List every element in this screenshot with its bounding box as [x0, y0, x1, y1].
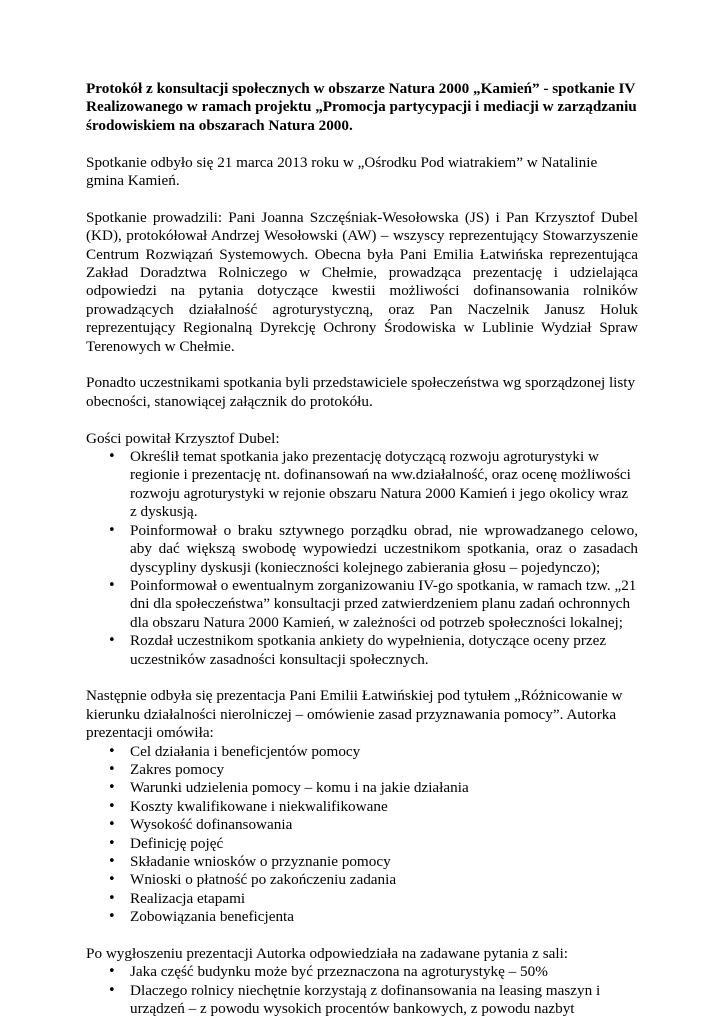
list-item-text: Rozdał uczestnikom spotkania ankiety do wypełnienia, dotyczące oceny przez uczestników zasadności konsultacji społecznych. [130, 632, 607, 668]
list-item [86, 448, 638, 522]
bullet-icon: • [108, 964, 116, 980]
list-item-text: Cel działania i beneficjentów pomocy [130, 742, 361, 760]
bullet-icon: • [108, 890, 116, 906]
bullet-icon: • [108, 577, 116, 593]
bullet-icon: • [108, 522, 116, 538]
list-item-text: Koszty kwalifikowane i niekwalifikowane [130, 797, 388, 815]
list-item-text: Definicję pojęć [130, 834, 224, 852]
list-item [86, 908, 638, 926]
list-item [86, 835, 638, 853]
presentation-topics-list [86, 743, 638, 927]
list-item [86, 761, 638, 779]
bullet-icon: • [108, 780, 116, 796]
document-title: Protokół z konsultacji społecznych w obszarze Natura 2000 „Kamień” - spotkanie IV Realizowanego w ramach projektu „Promocja partycypacji i mediacji w zarządzaniu środowiskiem na obszarach Natura 2000. [86, 80, 637, 134]
list-item-text: Zakres pomocy [130, 760, 225, 778]
bullet-icon: • [108, 872, 116, 888]
questions-list [86, 963, 638, 1018]
list-item [86, 522, 638, 577]
list-item [86, 743, 638, 761]
list-item [86, 798, 638, 816]
bullet-icon: • [108, 853, 116, 869]
questions-intro: Po wygłoszeniu prezentacji Autorka odpowiedziała na zadawane pytania z sali: [86, 945, 569, 962]
greeting-intro: Gości powitał Krzysztof Dubel: [86, 429, 280, 447]
bullet-icon: • [108, 835, 116, 851]
greeting-list [86, 448, 638, 669]
list-item [86, 982, 638, 1019]
list-item-text: Poinformował o braku sztywnego porządku obrad, nie wprowadzanego celowo, aby dać większą swobodę wypowiedzi uczestnikom spotkania, oraz o zasadach dyscypliny dyskusji (konieczności kolejnego zabierania głosu – pojedynczo); [130, 521, 638, 576]
hosts-paragraph: Spotkanie prowadzili: Pani Joanna Szczęśniak-Wesołowska (JS) i Pan Krzysztof Dubel (KD), protokółował Andrzej Wesołowski (AW) – wszyscy reprezentujący Stowarzyszenie Centrum Rozwiązań Systemowych. Obecna była Pani Emilia Łatwińska reprezentująca Zakład Doradztwa Rolniczego w Chełmie, prowadząca prezentację i udzielająca odpowiedzi na pytania dotyczące kwestii możliwości dofinansowania rolników prowadzących działalność agroturystyczną, oraz Pan Naczelnik Janusz Holuk reprezentujący Regionalną Dyrekcję Ochrony Środowiska w Lublinie Wydział Spraw Terenowych w Chełmie. [86, 208, 638, 355]
bullet-icon: • [108, 982, 116, 998]
bullet-icon: • [108, 449, 116, 465]
list-item-text: Wnioski o płatność po zakończeniu zadania [130, 871, 397, 889]
list-item-text: Zobowiązania beneficjenta [130, 908, 295, 926]
meeting-info-paragraph: Spotkanie odbyło się 21 marca 2013 roku w „Ośrodku Pod wiatrakiem” w Natalinie gmina Kamień. [86, 153, 598, 190]
list-item-text: Jaka część budynku może być przeznaczona na agroturystykę – 50% [130, 963, 548, 981]
bullet-icon: • [108, 761, 116, 777]
bullet-icon: • [108, 743, 116, 759]
bullet-icon: • [108, 798, 116, 814]
list-item [86, 963, 638, 981]
list-item [86, 816, 638, 834]
bullet-icon: • [108, 633, 116, 649]
list-item [86, 871, 638, 889]
list-item [86, 577, 638, 632]
list-item-text: Składanie wniosków o przyznanie pomocy [130, 852, 391, 870]
list-item-text: Poinformował o ewentualnym zorganizowaniu IV-go spotkania, w ramach tzw. „21 dni dla społeczeństwa” konsultacji przed zatwierdzeniem planu zadań ochronnych dla obszaru Natura 2000 Kamień, w zależności od potrzeb społeczności lokalnej; [130, 576, 637, 631]
list-item-text: Warunki udzielenia pomocy – komu i na jakie działania [130, 779, 469, 797]
list-item [86, 632, 638, 669]
list-item [86, 853, 638, 871]
list-item-text: Dlaczego rolnicy niechętnie korzystają z dofinansowania na leasing maszyn i urządzeń – z powodu wysokich procentów bankowych, z powodu nazbyt [130, 981, 601, 1018]
list-item-text: Określił temat spotkania jako prezentację dotyczącą rozwoju agroturystyki w regionie i prezentację nt. dofinansowań na ww.działalność, oraz ocenę możliwości rozwoju agroturystyki w rejonie obszaru Natura 2000 Kamień i jego okolicy wraz z dyskusją. [130, 448, 631, 521]
list-item-text: Wysokość dofinansowania [130, 816, 293, 834]
list-item-text: Realizacja etapami [130, 889, 246, 907]
participants-paragraph: Ponadto uczestnikami spotkania byli przedstawiciele społeczeństwa wg sporządzonej listy obecności, stanowiącej załącznik do protokółu. [86, 374, 636, 410]
bullet-icon: • [108, 817, 116, 833]
list-item [86, 779, 638, 797]
bullet-icon: • [108, 909, 116, 925]
presentation-intro: Następnie odbyła się prezentacja Pani Emilii Łatwińskiej pod tytułem „Różnicowanie w kierunku działalności nierolniczej – omówienie zasad przyznawania pomocy”. Autorka prezentacji omówiła: [86, 687, 623, 742]
list-item [86, 890, 638, 908]
document-page [86, 80, 638, 1019]
